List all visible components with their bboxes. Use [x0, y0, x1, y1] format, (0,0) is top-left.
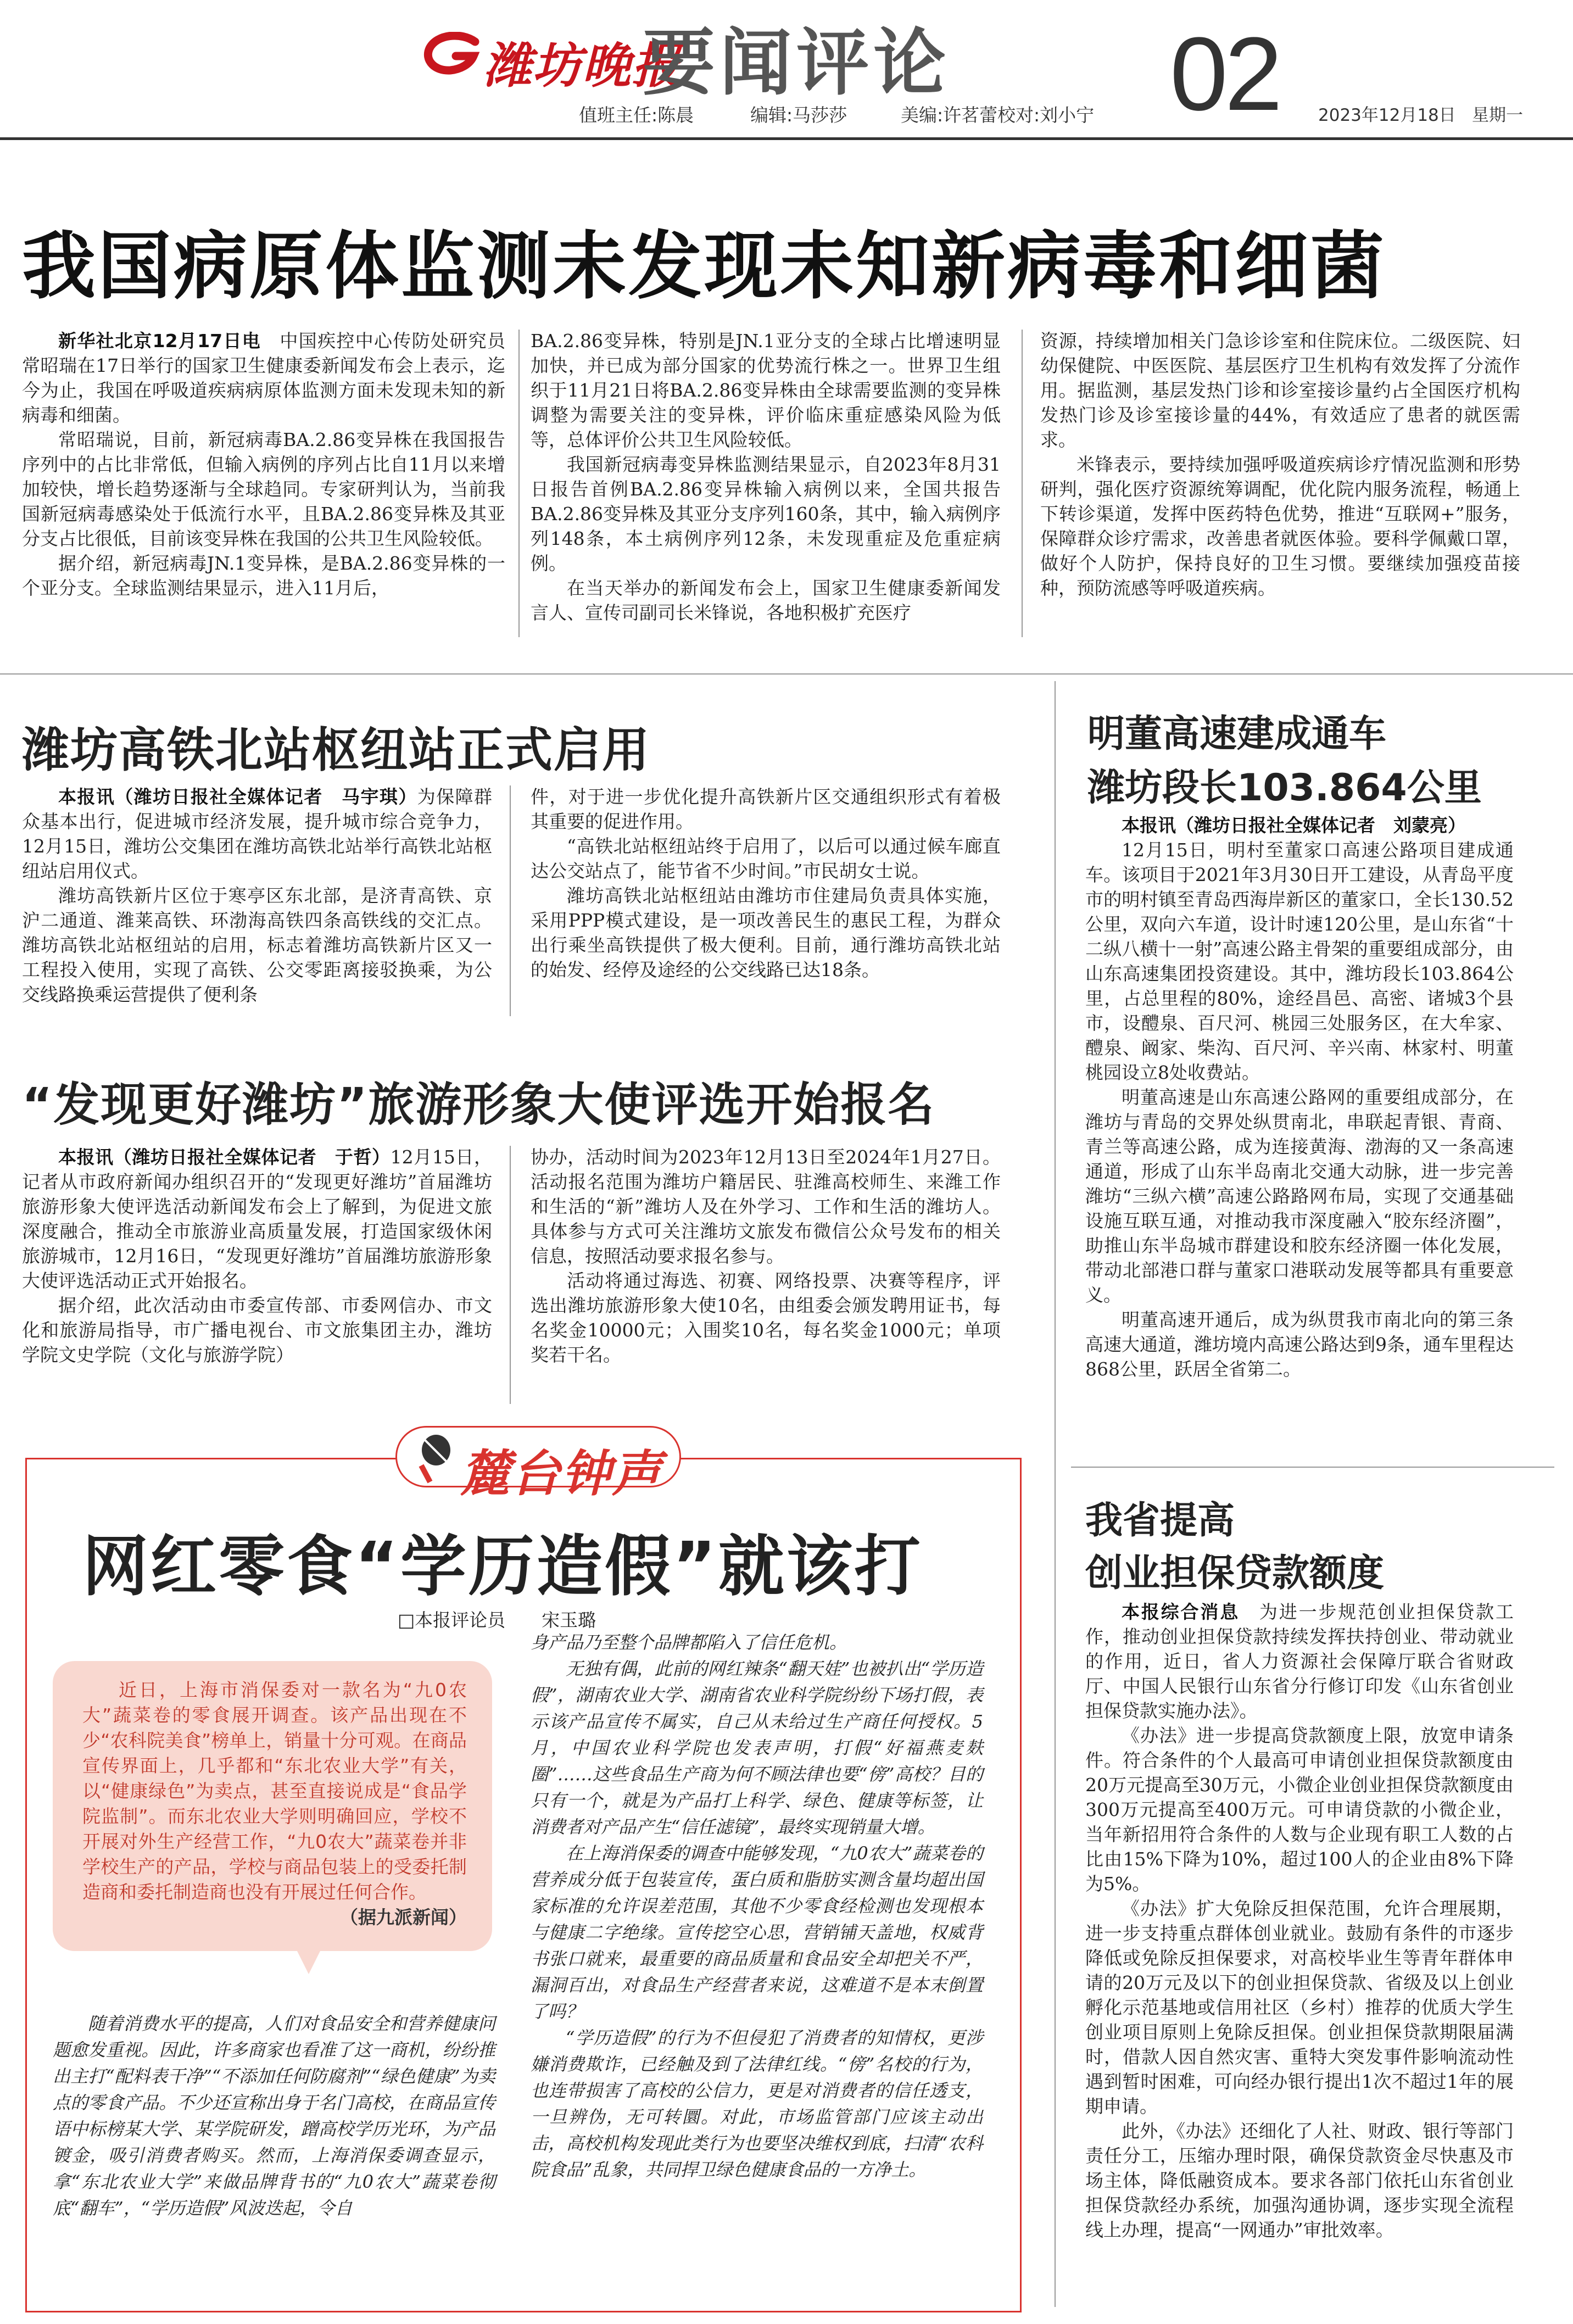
paragraph: 据介绍，此次活动由市委宣传部、市委网信办、市文化和旅游局指导，市广播电视台、市文旅集团主办，潍坊学院文史学院（文化与旅游学院）: [22, 1295, 492, 1366]
section-rule: [0, 673, 1573, 675]
headline: “发现更好潍坊”旅游形象大使评选开始报名: [22, 1078, 935, 1132]
headline-line-1: 明董高速建成通车: [1087, 712, 1387, 756]
byline: 本报讯（潍坊日报社全媒体记者 刘蒙亮）: [1122, 815, 1466, 836]
paragraph: 我国新冠病毒变异株监测结果显示，自2023年8月31日报告首例BA.2.86变异株输入病例以来，全国共报告BA.2.86变异株及其亚分支序列160条，其中，输入病例序列148条，本土病例序列12条，未发现重症及危重症病例。: [531, 454, 1001, 574]
paragraph: 12月15日，记者从市政府新闻办组织召开的“发现更好潍坊”首届潍坊旅游形象大使评选活动新闻发布会上了解到，为促进文旅深度融合，推动全市旅游业高质量发展，打造国家级休闲旅游城市，12月16日，“发现更好潍坊”首届潍坊旅游形象大使评选活动正式开始报名。: [22, 1146, 493, 1291]
paragraph: 中国疾控中心传防处研究员常昭瑞在17日举行的国家卫生健康委新闻发布会上表示，迄今为止，我国在呼吸道疾病病原体监测方面未发现未知的新病毒和细菌。: [22, 330, 505, 426]
paper-name: 潍坊晚报: [483, 37, 682, 94]
quote-text: 近日，上海市消保委对一款名为“九0农大”蔬菜卷的零食展开调查。该产品出现在不少“农科院美食”榜单上，销量十分可观。在商品宣传界面上，几乎都和“东北农业大学”有关，以“健康绿色”为卖点，甚至直接说成是“食品学院监制”。而东北农业大学则明确回应，学校不开展对外生产经营工作，“九0农大”蔬菜卷并非学校生产的产品，学校与商品包装上的受委托制造商和委托制造商也没有开展过任何合作。: [82, 1679, 467, 1903]
paragraph: 米锋表示，要持续加强呼吸道疾病诊疗情况监测和形势研判，强化医疗资源统筹调配，优化院内服务流程，畅通上下转诊渠道，发挥中医药特色优势，推进“互联网+”服务，保障群众诊疗需求，改善患者就医体验。要科学佩戴口罩，做好个人防护，保持良好的卫生习惯。要继续加强疫苗接种，预防流感等呼吸道疾病。: [1040, 454, 1520, 599]
headline-line-1: 我省提高: [1085, 1499, 1235, 1542]
paragraph: 协办，活动时间为2023年12月13日至2024年1月27日。活动报名范围为潍坊户籍居民、驻潍高校师生、来潍工作和生活的“新”潍坊人及在外学习、工作和生活的潍坊人。具体参与方式可关注潍坊文旅发布微信公众号发布的相关信息，按照活动要求报名参与。: [531, 1146, 1001, 1267]
headline: 潍坊高铁北站枢纽站正式启用: [22, 723, 650, 778]
paragraph: 据介绍，新冠病毒JN.1变异株，是BA.2.86变异株的一个亚分支。全球监测结果显示，进入11月后，: [22, 553, 505, 599]
paragraph: 常昭瑞说，目前，新冠病毒BA.2.86变异株在我国报告序列中的占比非常低，但输入病例的序列占比自11月以来增加较快，增长趋势逐渐与全球趋同。专家研判认为，当前我国新冠病毒感染处于低流行水平，且BA.2.86变异株及其亚分支占比很低，目前该变异株在我国的公共卫生风险较低。: [22, 429, 505, 549]
section-rule: [1071, 1467, 1554, 1468]
paragraph: 明董高速是山东高速公路网的重要组成部分，在潍坊与青岛的交界处纵贯南北，串联起青银、青商、青兰等高速公路，成为连接黄海、渤海的又一条高速通道，形成了山东半岛南北交通大动脉，进一步完善潍坊“三纵六横”高速公路路网布局，实现了交通基础设施互联互通，对推动我市深度融入“胶东经济圈”，助推山东半岛城市群建设和胶东经济圈一体化发展，带动北部港口群与董家口港联动发展等都具有重要意义。: [1085, 1086, 1514, 1306]
byline: 新华社北京12月17日电: [58, 330, 261, 352]
issue-weekday: 星期一: [1472, 105, 1523, 125]
paragraph: BA.2.86变异株，特别是JN.1亚分支的全球占比增速明显加快，并已成为部分国家的优势流行株之一。世界卫生组织于11月21日将BA.2.86变异株由全球需要监测的变异株调整为需要关注的变异株，评价临床重症感染风险为低等，总体评价公共卫生风险较低。: [531, 330, 1001, 450]
wanbao-logo-icon: [423, 32, 483, 76]
paragraph: 《办法》进一步提高贷款额度上限，放宽申请条件。符合条件的个人最高可申请创业担保贷款额度由20万元提高至30万元，小微企业创业担保贷款额度由300万元提高至400万元。可申请贷款的小微企业，当年新招用符合条件的人数与企业现有职工人数的占比由15%下降为10%，超过100人的企业由8%下降为5%。: [1085, 1725, 1514, 1894]
editor-art: 美编:许茗蕾: [901, 104, 998, 126]
paragraph: 为保障群众基本出行，促进城市经济发展，提升城市综合竞争力，12月15日，潍坊公交集团在潍坊高铁北站举行高铁北站枢纽站启用仪式。: [22, 786, 493, 882]
headline: 我国病原体监测未发现未知新病毒和细菌: [22, 222, 1387, 309]
quote-tail: [297, 1950, 321, 1974]
paragraph: 在当天举办的新闻发布会上，国家卫生健康委新闻发言人、宣传司副司长米锋说，各地积极扩充医疗: [531, 577, 1001, 623]
byline: 本报综合消息: [1122, 1601, 1240, 1623]
paragraph: 潍坊高铁新片区位于寒亭区东北部，是济青高铁、京沪二通道、潍莱高铁、环渤海高铁四条高铁线的交汇点。潍坊高铁北站枢纽站的启用，标志着潍坊高铁新片区又一工程投入使用，实现了高铁、公交零距离接驳换乘，为公交线路换乘运营提供了便利条: [22, 885, 492, 1005]
paragraph: “学历造假”的行为不但侵犯了消费者的知情权，更涉嫌消费欺诈，已经触及到了法律红线。“傍”名校的行为，也连带损害了高校的公信力，更是对消费者的信任透支，一旦辨伪，无可转圜。对此，市场监管部门应该主动出击，高校机构发现此类行为也要坚决维权到底，扫清“农科院食品”乱象，共同捍卫绿色健康食品的一方净土。: [531, 2027, 983, 2180]
paragraph: 《办法》扩大免除反担保范围，允许合理展期，进一步支持重点群体创业就业。鼓励有条件的市逐步降低或免除反担保要求，对高校毕业生等青年群体申请的20万元及以下的创业担保贷款、省级及以上创业孵化示范基地或信用社区（乡村）推荐的优质大学生创业项目原则上免除反担保。创业担保贷款期限届满时，借款人因自然灾害、重特大突发事件影响流动性遇到暂时困难，可向经办银行提出1次不超过1年的展期申请。: [1085, 1898, 1514, 2117]
paragraph: 明董高速开通后，成为纵贯我市南北向的第三条高速大通道，潍坊境内高速公路达到9条，通车里程达868公里，跃居全省第二。: [1085, 1309, 1514, 1380]
section-name: 要闻评论: [643, 20, 950, 105]
byline: 本报讯（潍坊日报社全媒体记者 于哲）: [58, 1146, 391, 1168]
byline: 本报讯（潍坊日报社全媒体记者 马宇琪）: [58, 786, 417, 807]
column-name: 麓台钟声: [460, 1445, 662, 1503]
right-column-divider: [1055, 681, 1056, 2307]
page-number: 02: [1170, 16, 1280, 132]
paragraph: 随着消费水平的提高，人们对食品安全和营养健康问题愈发重视。因此，许多商家也看准了这一商机，纷纷推出主打“配料表干净”“不添加任何防腐剂”“绿色健康”为卖点的零食产品。不少还宣称出身于名门高校，在商品宣传语中标榜某大学、某学院研发，蹭高校学历光环，为产品镀金，吸引消费者购买。然而，上海消保委调查显示，拿“东北农业大学”来做品牌背书的“九0农大”蔬菜卷彻底“翻车”，“学历造假”风波迭起，令自: [53, 2013, 495, 2219]
column-divider: [1022, 330, 1023, 637]
column-divider: [510, 785, 511, 1016]
paragraph: 12月15日，明村至董家口高速公路项目建成通车。该项目于2021年3月30日开工建设，从青岛平度市的明村镇至青岛西海岸新区的董家口，全长130.52公里，双向六车道，设计时速120公里，是山东省“十二纵八横十一射”高速公路主骨架的重要组成部分，由山东高速集团投资建设。其中，潍坊段长103.864公里，占总里程的80%，途经昌邑、高密、诸城3个县市，设醴泉、百尺河、桃园三处服务区，在大牟家、醴泉、阚家、柴沟、百尺河、辛兴南、林家村、明董桃园设立8处收费站。: [1085, 839, 1514, 1083]
paragraph: 活动将通过海选、初赛、网络投票、决赛等程序，评选出潍坊旅游形象大使10名，由组委会颁发聘用证书，每名奖金10000元；入围奖10名，每名奖金1000元；单项奖若干名。: [531, 1270, 1001, 1366]
paragraph: 身产品乃至整个品牌都陷入了信任危机。: [531, 1632, 847, 1653]
masthead-rule: [0, 137, 1573, 140]
headline-line-2: 潍坊段长103.864公里: [1087, 766, 1482, 810]
paragraph: 件，对于进一步优化提升高铁新片区交通组织形式有着极其重要的促进作用。: [531, 786, 1001, 832]
editor-proof: 校对:刘小宁: [997, 104, 1095, 126]
column-divider: [510, 1146, 511, 1404]
column-divider: [518, 330, 520, 637]
paragraph: 在上海消保委的调查中能够发现，“九0农大”蔬菜卷的营养成分低于包装宣传，蛋白质和脂肪实测含量均超出国家标准的允许误差范围，其他不少零食经检测也发现根本与健康二字绝缘。宣传挖空心思，营销铺天盖地，权威背书张口就来，最重要的商品质量和食品安全却把关不严，漏洞百出，对食品生产经营者来说，这难道不是本末倒置了吗？: [531, 1843, 983, 2022]
headline: 网红零食“学历造假”就该打: [82, 1529, 923, 1605]
paragraph: 此外，《办法》还细化了人社、财政、银行等部门责任分工，压缩办理时限，确保贷款资金尽快惠及市场主体，降低融资成本。要求各部门依托山东省创业担保贷款经办系统，加强沟通协调，逐步实现全流程线上办理，提高“一网通办”审批效率。: [1085, 2120, 1514, 2241]
paragraph: 为进一步规范创业担保贷款工作，推动创业担保贷款持续发挥扶持创业、带动就业的作用，近日，省人力资源社会保障厅联合省财政厅、中国人民银行山东省分行修订印发《山东省创业担保贷款实施办法》。: [1085, 1601, 1514, 1721]
quote-source: （据九派新闻）: [340, 1907, 467, 1928]
headline-line-2: 创业担保贷款额度: [1085, 1552, 1385, 1595]
issue-date: 2023年12月18日: [1318, 105, 1456, 125]
paragraph: “高铁北站枢纽站终于启用了，以后可以通过候车廊直达公交站点了，能节省不少时间。”市民胡女士说。: [531, 835, 1001, 882]
paragraph: 潍坊高铁北站枢纽站由潍坊市住建局负责具体实施，采用PPP模式建设，是一项改善民生的惠民工程，为群众出行乘坐高铁提供了极大便利。目前，通行潍坊高铁北站的始发、经停及途经的公交线路已达18条。: [531, 885, 1001, 980]
paragraph: 无独有偶，此前的网红辣条“翻天娃”也被扒出“学历造假”，湖南农业大学、湖南省农业科学院纷纷下场打假，表示该产品宣传不属实，自己从未给过生产商任何授权。5月，中国农业科学院也发表声明，打假“好福燕麦麸圈”……这些食品生产商为何不顾法律也要“傍”高校？目的只有一个，就是为产品打上科学、绿色、健康等标签，让消费者对产品产生“信任滤镜”，最终实现销量大增。: [531, 1658, 983, 1837]
paragraph: 资源，持续增加相关门急诊诊室和住院床位。二级医院、妇幼保健院、中医医院、基层医疗卫生机构有效发挥了分流作用。据监测，基层发热门诊和诊室接诊量约占全国医疗机构发热门诊及诊室接诊量的44%，有效适应了患者的就医需求。: [1040, 330, 1520, 450]
editor-editor: 编辑:马莎莎: [750, 104, 847, 126]
editor-duty: 值班主任:陈晨: [579, 104, 694, 126]
byline: □本报评论员 宋玉璐: [398, 1609, 596, 1631]
microphone-icon: [412, 1431, 461, 1484]
